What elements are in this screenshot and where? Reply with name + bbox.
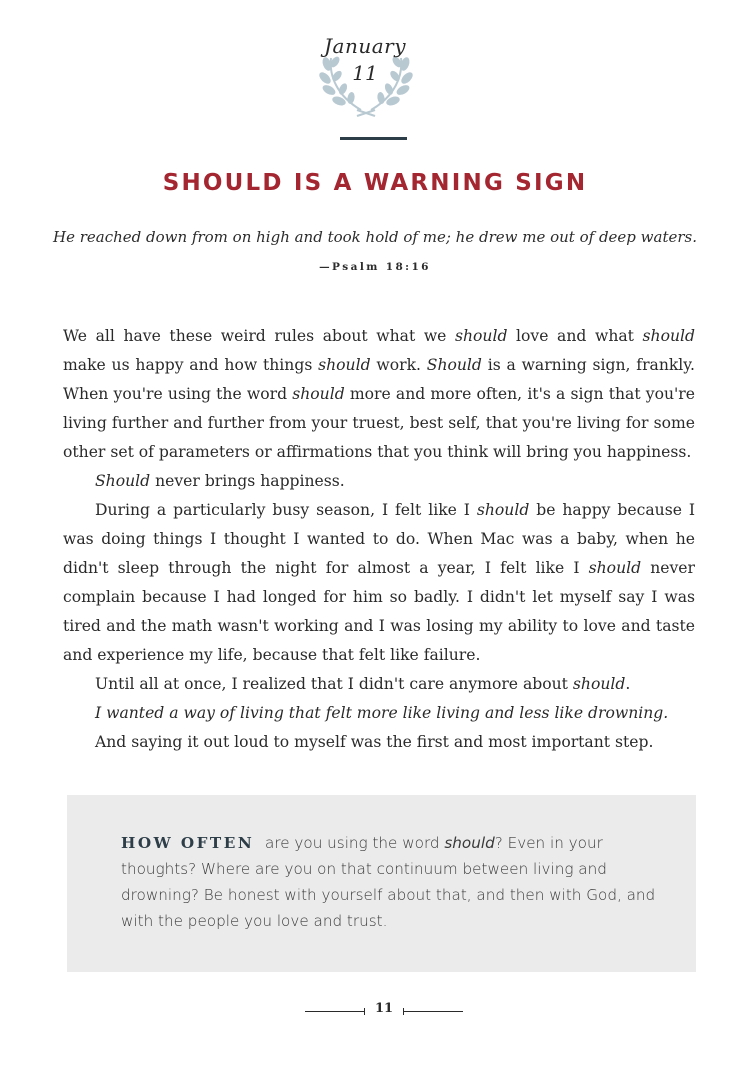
emphasis: should	[318, 356, 371, 374]
page-number-footer	[305, 1000, 465, 1020]
emphasis: should	[476, 501, 530, 519]
page-number: 11	[374, 1001, 394, 1016]
paragraph-4	[63, 670, 695, 699]
date-month: January	[324, 34, 406, 58]
emphasis: should	[572, 675, 626, 693]
emphasis: Should	[426, 356, 482, 374]
text-run: more and more often, it's a sign that you're living further and further from your truest, best self, that you're living for some other set of parameters or affirmations that you think will bring you happiness.	[63, 385, 695, 461]
paragraph-6: And saying it out loud to myself was the first and most important step.	[95, 733, 654, 751]
paragraph-5	[63, 699, 695, 728]
text-run: .	[625, 675, 631, 693]
verse-text: He reached down from on high and took hold of me; he drew me out of deep waters.	[53, 228, 697, 246]
emphasis: should	[444, 834, 495, 852]
reflection-lead: HOW OFTEN	[121, 834, 255, 852]
paragraph-3	[63, 496, 695, 670]
text-run: never brings happiness.	[150, 472, 345, 490]
reflection-box	[67, 795, 696, 972]
emphasis: should	[588, 559, 642, 577]
text-run: work.	[370, 356, 427, 374]
date-divider	[340, 137, 407, 140]
text-run: is a warning sign, frankly. When you're using the word	[63, 356, 695, 403]
devotional-body	[63, 322, 695, 757]
emphasis: should	[292, 385, 345, 403]
text-run: Until all at once, I realized that I didn't care anymore about	[95, 675, 573, 693]
reflection-text	[121, 830, 661, 934]
text-run: are you using the word	[260, 834, 445, 852]
text-run: love and what	[507, 327, 643, 345]
text-run: be happy because I was doing things I thought I wanted to do. When Mac was a baby, when he didn't sleep through the night for almost a year, I felt like I	[63, 501, 696, 577]
text-run: We all have these weird rules about what we	[63, 327, 455, 345]
emphasis: should	[455, 327, 508, 345]
text-run: ? Even in your thoughts? Where are you on that continuum between living and drowning? Be honest with yourself about that, and then with God, and with the people you love and trust.	[121, 834, 656, 930]
text-run: make us happy and how things	[63, 356, 319, 374]
date-day: 11	[352, 61, 378, 85]
paragraph-1	[63, 322, 695, 467]
folio-rule-left	[305, 1011, 365, 1012]
text-run: During a particularly busy season, I felt like I	[95, 501, 477, 519]
paragraph-2	[63, 467, 695, 496]
date-wreath	[305, 22, 435, 134]
folio-rule-right	[403, 1011, 463, 1012]
emphasis: I wanted a way of living that felt more like living and less like drowning.	[95, 704, 669, 722]
text-run: never complain because I had longed for him so badly. I didn't let myself say I was tired and the math wasn't working and I was losing my ability to love and taste and experience my life, because that felt like failure.	[63, 559, 695, 664]
page-title: SHOULD IS A WARNING SIGN	[162, 170, 588, 196]
verse-reference: —Psalm 18:16	[319, 261, 431, 273]
emphasis: Should	[95, 472, 151, 490]
emphasis: should	[642, 327, 695, 345]
